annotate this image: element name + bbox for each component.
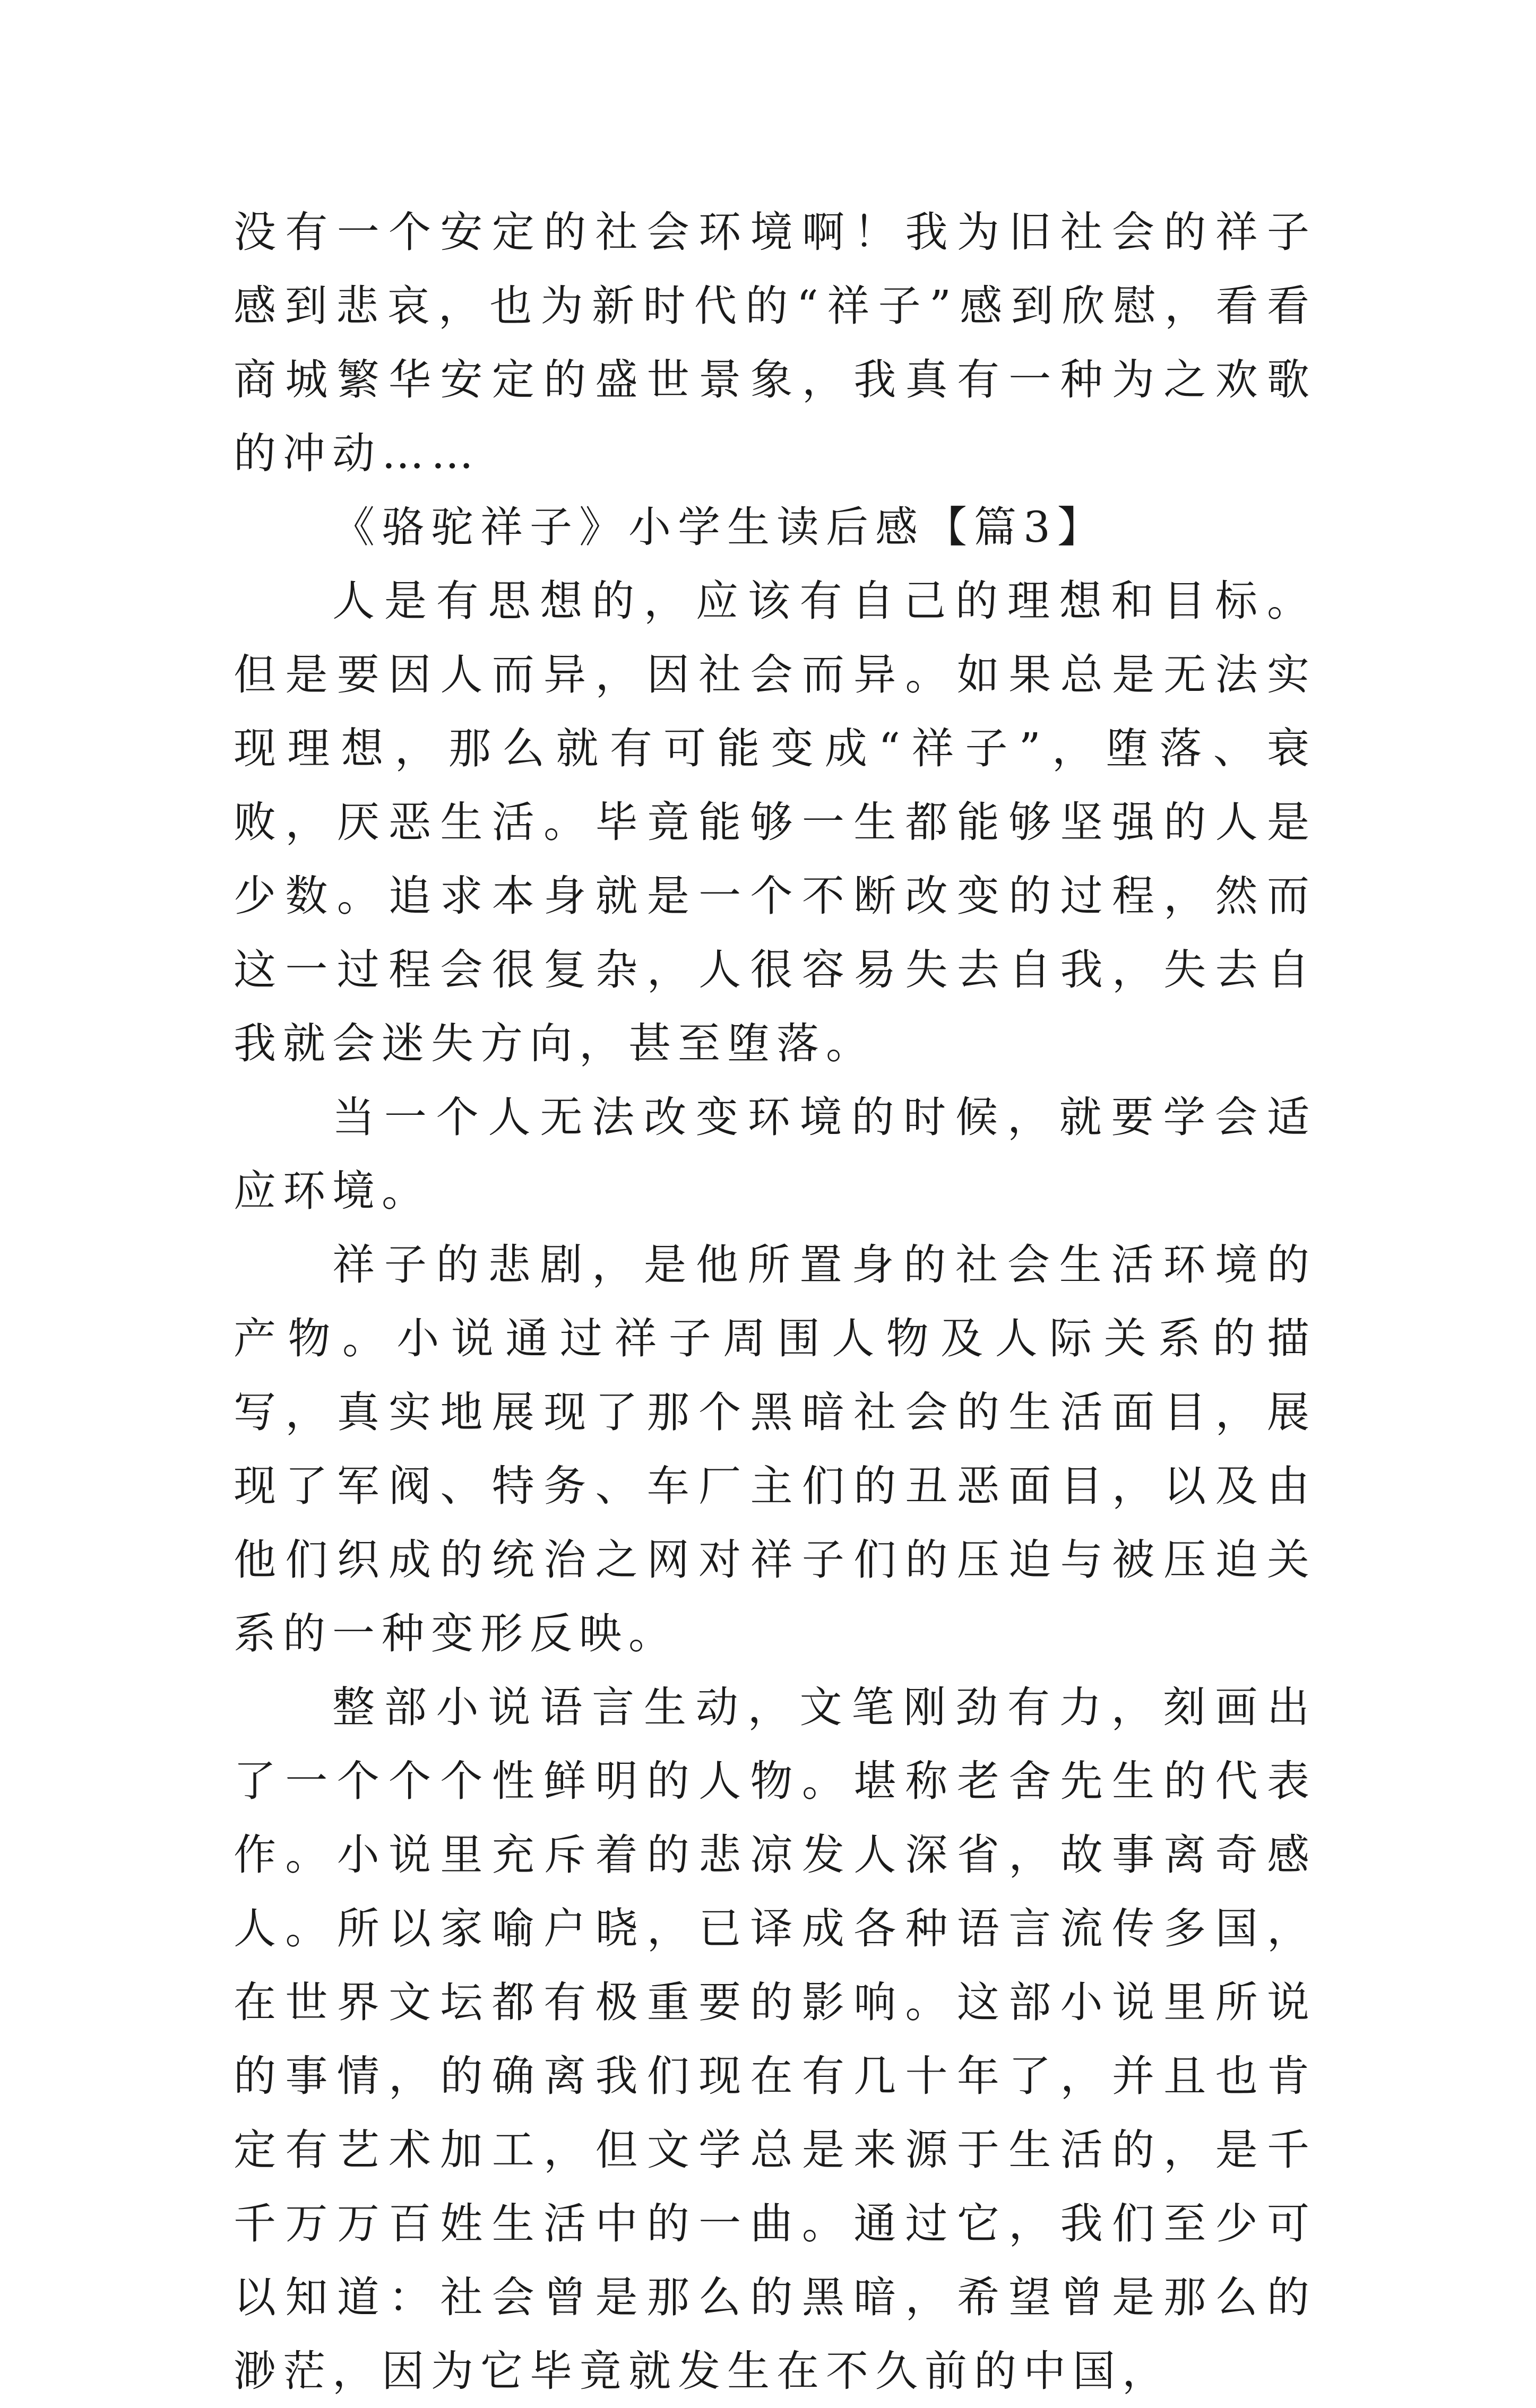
document-body [234, 195, 1316, 2408]
section-heading: 《骆驼祥子》小学生读后感【篇3】 [332, 503, 1107, 552]
paragraph: 人是有思想的，应该有自己的理想和目标。但是要因人而异，因社会而异。如果总是无法实现理想，那么就有可能变成“祥子”，堕落、衰败，厌恶生活。毕竟能够一生都能够坚强的人是少数。追求本身就是一个不断改变的过程，然而这一过程会很复杂，人很容易失去自我，失去自我就会迷失方向，甚至堕落。 [234, 576, 1316, 1068]
paragraph-continuation: 没有一个安定的社会环境啊！我为旧社会的祥子感到悲哀，也为新时代的“祥子”感到欣慰，看看商城繁华安定的盛世景象，我真有一种为之欢歌的冲动…… [234, 207, 1316, 478]
paragraph: 祥子的悲剧，是他所置身的社会生活环境的产物。小说通过祥子周围人物及人际关系的描写，真实地展现了那个黑暗社会的生活面目，展现了军阀、特务、车厂主们的丑恶面目，以及由他们织成的统治之网对祥子们的压迫与被压迫关系的一种变形反映。 [234, 1240, 1316, 1658]
paragraph: 整部小说语言生动，文笔刚劲有力，刻画出了一个个个性鲜明的人物。堪称老舍先生的代表作。小说里充斥着的悲凉发人深省，故事离奇感人。所以家喻户晓，已译成各种语言流传多国，在世界文坛都有极重要的影响。这部小说里所说的事情，的确离我们现在有几十年了，并且也肯定有艺术加工，但文学总是来源于生活的，是千千万万百姓生活中的一曲。通过它，我们至少可以知道：社会曾是那么的黑暗，希望曾是那么的渺茫，因为它毕竟就发生在不久前的中国， [234, 1683, 1316, 2396]
paragraph: 当一个人无法改变环境的时候，就要学会适应环境。 [234, 1093, 1316, 1216]
